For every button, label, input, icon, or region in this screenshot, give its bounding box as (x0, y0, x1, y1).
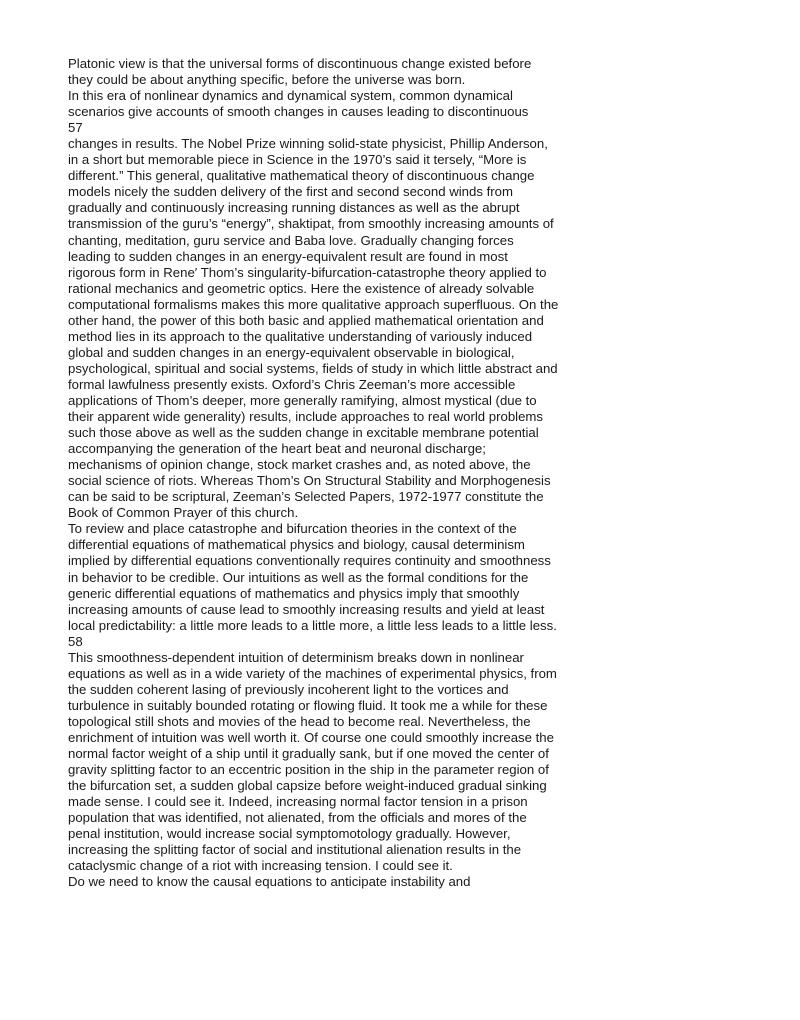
text-line: differential equations of mathematical physics and biology, causal determinism (68, 537, 525, 553)
text-line: made sense. I could see it. Indeed, increasing normal factor tension in a prison (68, 794, 528, 810)
text-line: turbulence in suitably bounded rotating or flowing fluid. It took me a while for these (68, 697, 548, 713)
text-line: gravity splitting factor to an eccentric position in the ship in the parameter region of (68, 762, 549, 778)
text-line: in a short but memorable piece in Science in the 1970’s said it tersely, “More is (68, 152, 527, 168)
text-line: transmission of the guru’s “energy”, shaktipat, from smoothly increasing amounts of (68, 216, 554, 232)
document-page (68, 56, 648, 890)
text-line: chanting, meditation, guru service and Baba love. Gradually changing forces (68, 232, 514, 248)
text-line: normal factor weight of a ship until it gradually sank, but if one moved the center of (68, 746, 549, 762)
text-line: enrichment of intuition was well worth it. Of course one could smoothly increase the (68, 729, 554, 745)
text-line: other hand, the power of this both basic and applied mathematical orientation and (68, 312, 544, 328)
text-line: cataclysmic change of a riot with increasing tension. I could see it. (68, 858, 453, 874)
text-line: Do we need to know the causal equations to anticipate instability and (68, 874, 471, 890)
text-line: implied by differential equations conventionally requires continuity and smoothness (68, 553, 551, 569)
text-line: psychological, spiritual and social systems, fields of study in which little abstract and (68, 360, 558, 376)
text-line: Platonic view is that the universal forms of discontinuous change existed before (68, 56, 532, 71)
text-line: computational formalisms makes this more qualitative approach superfluous. On the (68, 296, 559, 312)
text-line: method lies in its approach to the qualitative understanding of variously induced (68, 328, 533, 344)
text-line: the bifurcation set, a sudden global capsize before weight-induced gradual sinking (68, 778, 547, 794)
text-line: different.” This general, qualitative mathematical theory of discontinuous change (68, 168, 535, 184)
text-line: formal lawfulness presently exists. Oxford’s Chris Zeeman’s more accessible (68, 376, 516, 392)
text-line: the sudden coherent lasing of previously incoherent light to the vortices and (68, 681, 509, 697)
page-number: 58 (68, 633, 83, 649)
text-line: To review and place catastrophe and bifurcation theories in the context of the (68, 521, 517, 537)
text-line: generic differential equations of mathematics and physics imply that smoothly (68, 585, 520, 601)
text-line: global and sudden changes in an energy-equivalent observable in biological, (68, 344, 515, 360)
text-line: In this era of nonlinear dynamics and dynamical system, common dynamical (68, 88, 513, 104)
page-number: 57 (68, 120, 83, 136)
text-line: accompanying the generation of the heart beat and neuronal discharge; (68, 441, 486, 457)
text-line: applications of Thom’s deeper, more generally ramifying, almost mystical (due to (68, 392, 537, 408)
text-line: population that was identified, not alienated, from the officials and mores of the (68, 810, 527, 826)
text-line: such those above as well as the sudden change in excitable membrane potential (68, 425, 539, 441)
text-line: equations as well as in a wide variety of the machines of experimental physics, from (68, 665, 557, 681)
text-line: can be said to be scriptural, Zeeman’s Selected Papers, 1972-1977 constitute the (68, 489, 544, 505)
text-line: topological still shots and movies of the head to become real. Nevertheless, the (68, 713, 531, 729)
text-line: changes in results. The Nobel Prize winning solid-state physicist, Phillip Anderson, (68, 136, 548, 152)
text-line: penal institution, would increase social symptomotology gradually. However, (68, 826, 511, 842)
text-line: increasing the splitting factor of social and institutional alienation results in the (68, 842, 522, 858)
text-line: mechanisms of opinion change, stock market crashes and, as noted above, the (68, 457, 531, 473)
text-line: rigorous form in Rene′ Thom’s singularity-bifurcation-catastrophe theory applied to (68, 264, 547, 280)
text-line: they could be about anything specific, before the universe was born. (68, 72, 466, 88)
text-line: rational mechanics and geometric optics. Here the existence of already solvable (68, 280, 535, 296)
text-line: scenarios give accounts of smooth changes in causes leading to discontinuous (68, 104, 529, 120)
text-line: their apparent wide generality) results, include approaches to real world problems (68, 409, 544, 425)
text-line: increasing amounts of cause lead to smoothly increasing results and yield at least (68, 601, 545, 617)
text-line: This smoothness-dependent intuition of determinism breaks down in nonlinear (68, 649, 524, 665)
text-line: in behavior to be credible. Our intuitions as well as the formal conditions for the (68, 569, 529, 585)
text-line: gradually and continuously increasing running distances as well as the abrupt (68, 200, 520, 216)
text-line: local predictability: a little more leads to a little more, a little less leads to a little less. (68, 617, 557, 633)
text-line: social science of riots. Whereas Thom’s On Structural Stability and Morphogenesis (68, 473, 551, 489)
text-line: leading to sudden changes in an energy-equivalent result are found in most (68, 248, 508, 264)
text-line: Book of Common Prayer of this church. (68, 505, 299, 521)
text-line: models nicely the sudden delivery of the first and second second winds from (68, 184, 513, 200)
